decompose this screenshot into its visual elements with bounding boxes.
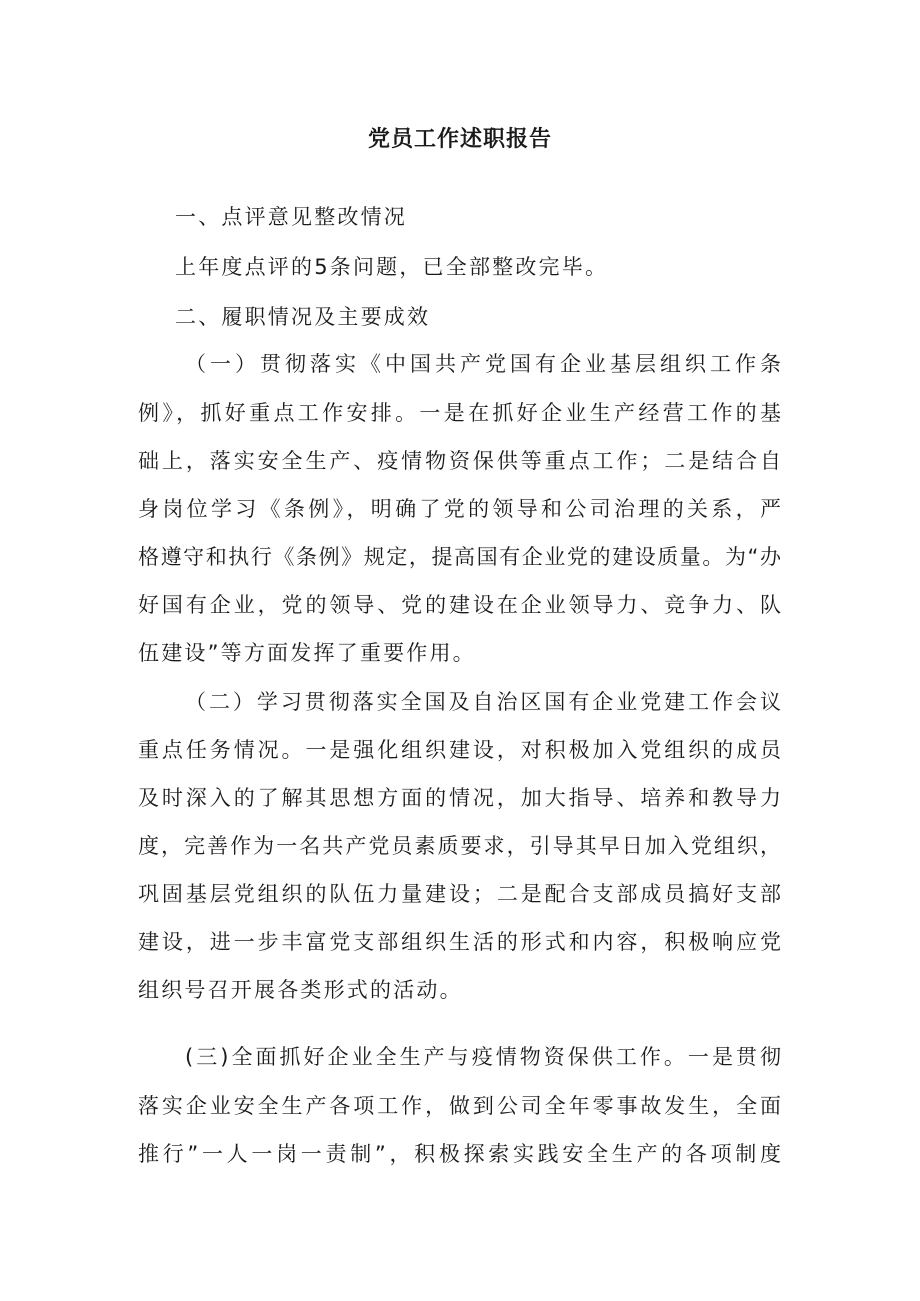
- paragraph-line: 巩固基层党组织的队伍力量建设；二是配合支部成员搞好支部: [138, 882, 781, 906]
- paragraph-line: 落实企业安全生产各项工作，做到公司全年零事故发生，全面: [138, 1094, 781, 1118]
- paragraph-line: 上年度点评的5条问题，已全部整改完毕。: [175, 255, 609, 279]
- paragraph-line: 础上，落实安全生产、疫情物资保供等重点工作；二是结合自: [138, 449, 781, 473]
- paragraph-line: 度，完善作为一名共产党员素质要求，引导其早日加入党组织，: [138, 834, 781, 858]
- paragraph-line: （二）学习贯彻落实全国及自治区国有企业党建工作会议: [185, 690, 781, 714]
- paragraph-line: (三)全面抓好企业全生产与疫情物资保供工作。一是贯彻: [185, 1045, 781, 1069]
- paragraph-line: 好国有企业，党的领导、党的建设在企业领导力、竞争力、队: [138, 593, 781, 617]
- paragraph-line: 重点任务情况。一是强化组织建设，对积极加入党组织的成员: [138, 738, 781, 762]
- section-heading-2: 二、履职情况及主要成效: [175, 305, 431, 329]
- paragraph-line: （一）贯彻落实《中国共产党国有企业基层组织工作条: [185, 352, 781, 376]
- paragraph-line: 推行”一人一岗一责制”，积极探索实践安全生产的各项制度: [138, 1142, 781, 1166]
- paragraph-line: 身岗位学习《条例》，明确了党的领导和公司治理的关系，严: [138, 497, 781, 521]
- paragraph-line: 及时深入的了解其思想方面的情况，加大指导、培养和教导力: [138, 786, 781, 810]
- paragraph-line: 伍建设”等方面发挥了重要作用。: [138, 641, 476, 665]
- document-title: 党员工作述职报告: [367, 127, 552, 152]
- paragraph-line: 组织号召开展各类形式的活动。: [138, 978, 463, 1002]
- paragraph-line: 格遵守和执行《条例》规定，提高国有企业党的建设质量。为“办: [138, 545, 781, 569]
- paragraph-line: 建设，进一步丰富党支部组织生活的形式和内容，积极响应党: [138, 930, 781, 954]
- paragraph-line: 例》，抓好重点工作安排。一是在抓好企业生产经营工作的基: [138, 401, 781, 425]
- section-heading-1: 一、点评意见整改情况: [175, 205, 407, 229]
